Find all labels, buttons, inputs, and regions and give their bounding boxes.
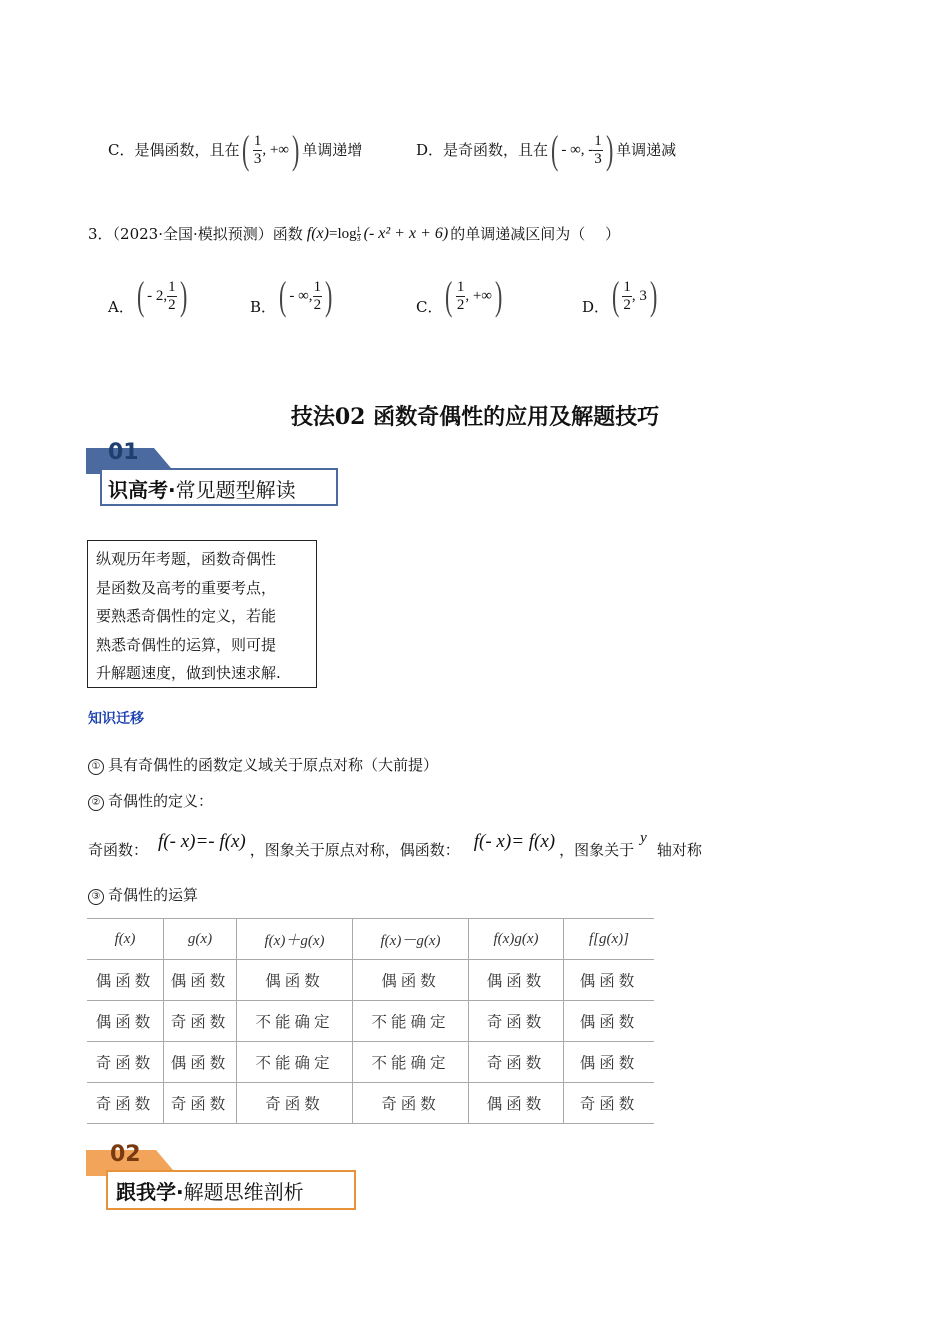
intro-line: 要熟悉奇偶性的定义，若能	[96, 607, 277, 626]
table-header: f[g(x)]	[564, 919, 655, 960]
q3-stem	[88, 214, 620, 254]
left-paren-icon: (	[279, 273, 287, 318]
right-paren-icon: )	[605, 127, 614, 172]
formula-eq: =log	[328, 226, 357, 242]
table-cell: 不能确定	[237, 1042, 353, 1083]
intro-line: 升解题速度，做到快速求解.	[96, 664, 281, 683]
even-desc: ，图象关于	[559, 841, 635, 859]
right-paren-icon: )	[291, 127, 300, 172]
left-paren-icon: (	[242, 127, 250, 172]
right-paren-icon: )	[649, 273, 658, 318]
intro-line: 是函数及高考的重要考点，	[96, 578, 277, 597]
table-cell: 偶函数	[237, 960, 353, 1001]
interval-head: - ∞, -	[561, 142, 594, 158]
fraction: $\frac{1}{3}$	[253, 132, 262, 167]
table-cell: 奇函数	[469, 1042, 564, 1083]
left-paren-icon: (	[136, 273, 145, 318]
banner-label: 识高考·常见题型解读	[100, 468, 338, 506]
formula-x: (x)	[311, 225, 329, 242]
banner-label: 跟我学·解题思维剖析	[106, 1170, 356, 1210]
table-cell: 偶函数	[353, 960, 469, 1001]
q2-option-d-tail: 单调递减	[616, 141, 677, 159]
table-cell: 奇函数	[353, 1083, 469, 1124]
right-paren-icon: )	[325, 273, 333, 318]
banner-02	[86, 1142, 362, 1212]
table-header: f(x)	[87, 919, 164, 960]
table-header: f(x)g(x)	[469, 919, 564, 960]
interval-tail: , +∞	[262, 142, 289, 158]
q3-prefix: 3．（2023·全国·模拟预测）函数	[88, 225, 303, 243]
circled-three-icon: ③	[88, 889, 104, 905]
table-row	[87, 960, 654, 1001]
formula-arg: (- x² + x + 6)	[363, 225, 449, 242]
banner-01	[86, 440, 346, 508]
knowledge-point-3: ③ 奇偶性的运算	[88, 885, 198, 905]
knowledge-point-2: ② 奇偶性的定义：	[88, 791, 213, 811]
parity-table	[87, 918, 654, 1124]
table-cell: 奇函数	[564, 1083, 655, 1124]
table-cell: 偶函数	[564, 1042, 655, 1083]
intro-line: 熟悉奇偶性的运算，则可提	[96, 635, 277, 654]
left-paren-icon: (	[445, 273, 453, 318]
intro-line: 纵观历年考题，函数奇偶性	[96, 550, 277, 568]
q2-option-d-label: D．是奇函数，且在	[416, 141, 549, 159]
table-header: f(x)＋g(x)	[237, 919, 353, 960]
right-paren-icon: )	[494, 273, 503, 318]
q3-suffix: 的单调递减区间为（ ）	[450, 225, 620, 243]
odd-formula: f(- x)=- f(x)	[158, 831, 246, 852]
table-cell: 奇函数	[164, 1001, 237, 1042]
table-cell: 偶函数	[564, 960, 655, 1001]
circled-one-icon: ①	[88, 759, 104, 775]
fraction: $\frac{1}{3}$	[594, 132, 602, 167]
table-cell: 奇函数	[87, 1083, 164, 1124]
table-cell: 偶函数	[469, 960, 564, 1001]
parity-definition	[88, 826, 702, 860]
knowledge-point-1: ① 具有奇偶性的函数定义域关于原点对称（大前提）	[88, 755, 438, 775]
left-paren-icon: (	[612, 273, 620, 318]
q3-option-d: D． ( $\frac{1}{2}$ , 3 )	[582, 273, 658, 318]
table-row	[87, 1042, 654, 1083]
odd-desc: ，图象关于原点对称，偶函数：	[249, 841, 460, 859]
knowledge-heading: 知识迁移	[88, 711, 144, 727]
q2-option-c	[108, 126, 362, 174]
table-cell: 偶函数	[469, 1083, 564, 1124]
table-cell: 偶函数	[164, 1042, 237, 1083]
log-base: 1 3	[356, 224, 361, 243]
table-cell: 不能确定	[353, 1042, 469, 1083]
table-cell: 奇函数	[237, 1083, 353, 1124]
table-cell: 不能确定	[237, 1001, 353, 1042]
even-formula: f(- x)= f(x)	[473, 831, 556, 852]
q3-option-c: C． ( $\frac{1}{2}$ , +∞ )	[416, 273, 503, 318]
q2-option-d	[416, 126, 676, 174]
q3-option-b: B． ( - ∞, $\frac{1}{2}$ )	[250, 273, 333, 318]
section-title: 技法02 函数奇偶性的应用及解题技巧	[290, 404, 660, 430]
table-cell: 奇函数	[87, 1042, 164, 1083]
banner-number: 02	[110, 1142, 141, 1167]
left-paren-icon: (	[551, 127, 559, 172]
odd-label: 奇函数：	[88, 841, 149, 859]
table-header: f(x)－g(x)	[353, 919, 469, 960]
banner-number: 01	[108, 440, 139, 465]
table-header: g(x)	[164, 919, 237, 960]
table-cell: 奇函数	[469, 1001, 564, 1042]
table-cell: 偶函数	[87, 1001, 164, 1042]
table-row	[87, 1001, 654, 1042]
formula-f: f	[306, 225, 312, 242]
table-cell: 偶函数	[164, 960, 237, 1001]
table-cell: 偶函数	[87, 960, 164, 1001]
right-paren-icon: )	[179, 273, 188, 318]
table-row	[87, 1083, 654, 1124]
table-header-row	[87, 919, 654, 960]
q2-option-c-label: C．是偶函数，且在	[108, 141, 240, 159]
intro-box	[87, 540, 317, 688]
y-variable: y	[640, 830, 647, 846]
table-cell: 不能确定	[353, 1001, 469, 1042]
q3-option-a: A． ( - 2, $\frac{1}{2}$ )	[108, 273, 188, 318]
circled-two-icon: ②	[88, 795, 104, 811]
table-cell: 偶函数	[564, 1001, 655, 1042]
q2-option-c-tail: 单调递增	[302, 141, 363, 159]
axis-desc: 轴对称	[656, 841, 702, 859]
table-cell: 奇函数	[164, 1083, 237, 1124]
